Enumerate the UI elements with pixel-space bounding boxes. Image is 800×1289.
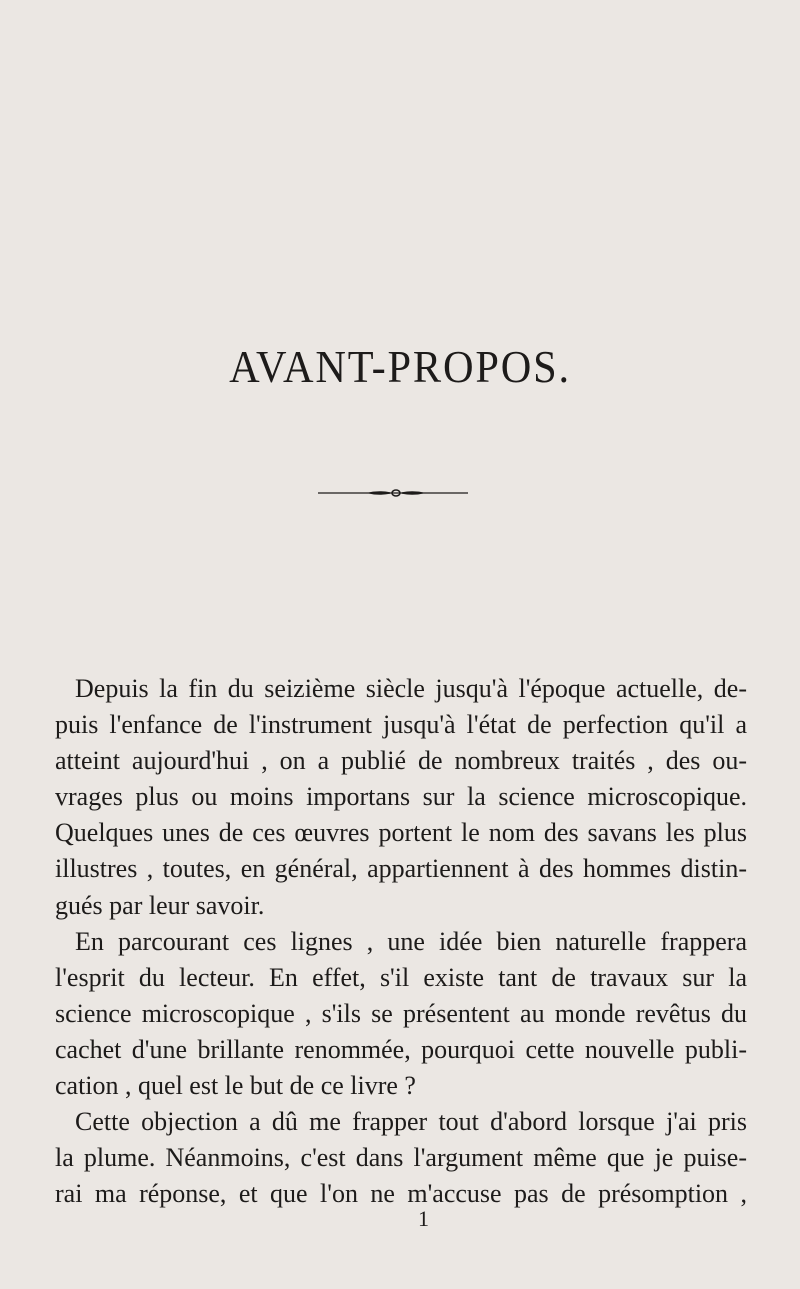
- text-line-8: En parcourant ces lignes , une idée bien naturelle frappera: [75, 926, 747, 956]
- text-line-10: science microscopique , s'ils se présentent au monde revêtus du: [55, 998, 747, 1028]
- text-line-14: la plume. Néanmoins, c'est dans l'argument même que je puise-: [55, 1143, 747, 1173]
- text-line-4: vrages plus ou moins importans sur la science microscopique.: [55, 782, 747, 812]
- text-line-7: gués par leur savoir.: [55, 890, 265, 920]
- text-line-3: atteint aujourd'hui , on a publié de nombreux traités , des ou-: [55, 746, 747, 776]
- body-text: [55, 671, 747, 1212]
- text-line-13: Cette objection a dû me frapper tout d'abord lorsque j'ai pris: [75, 1107, 747, 1137]
- page-number: 1: [418, 1206, 429, 1231]
- text-line-9: l'esprit du lecteur. En effet, s'il existe tant de travaux sur la: [55, 962, 747, 992]
- page-title: AVANT-PROPOS.: [229, 341, 571, 392]
- text-line-1: Depuis la fin du seizième siècle jusqu'à l'époque actuelle, de-: [75, 674, 747, 703]
- text-line-12: cation , quel est le but de ce livre ?: [55, 1071, 416, 1101]
- text-line-2: puis l'enfance de l'instrument jusqu'à l'état de perfection qu'il a: [55, 710, 747, 740]
- text-line-11: cachet d'une brillante renommée, pourquoi cette nouvelle publi-: [55, 1034, 747, 1064]
- ornament-divider-icon: [318, 486, 468, 500]
- text-line-15: rai ma réponse, et que l'on ne m'accuse pas de présomption ,: [55, 1179, 747, 1209]
- text-line-6: illustres , toutes, en général, appartiennent à des hommes distin-: [55, 854, 747, 884]
- text-line-5: Quelques unes de ces œuvres portent le nom des savans les plus: [55, 818, 747, 848]
